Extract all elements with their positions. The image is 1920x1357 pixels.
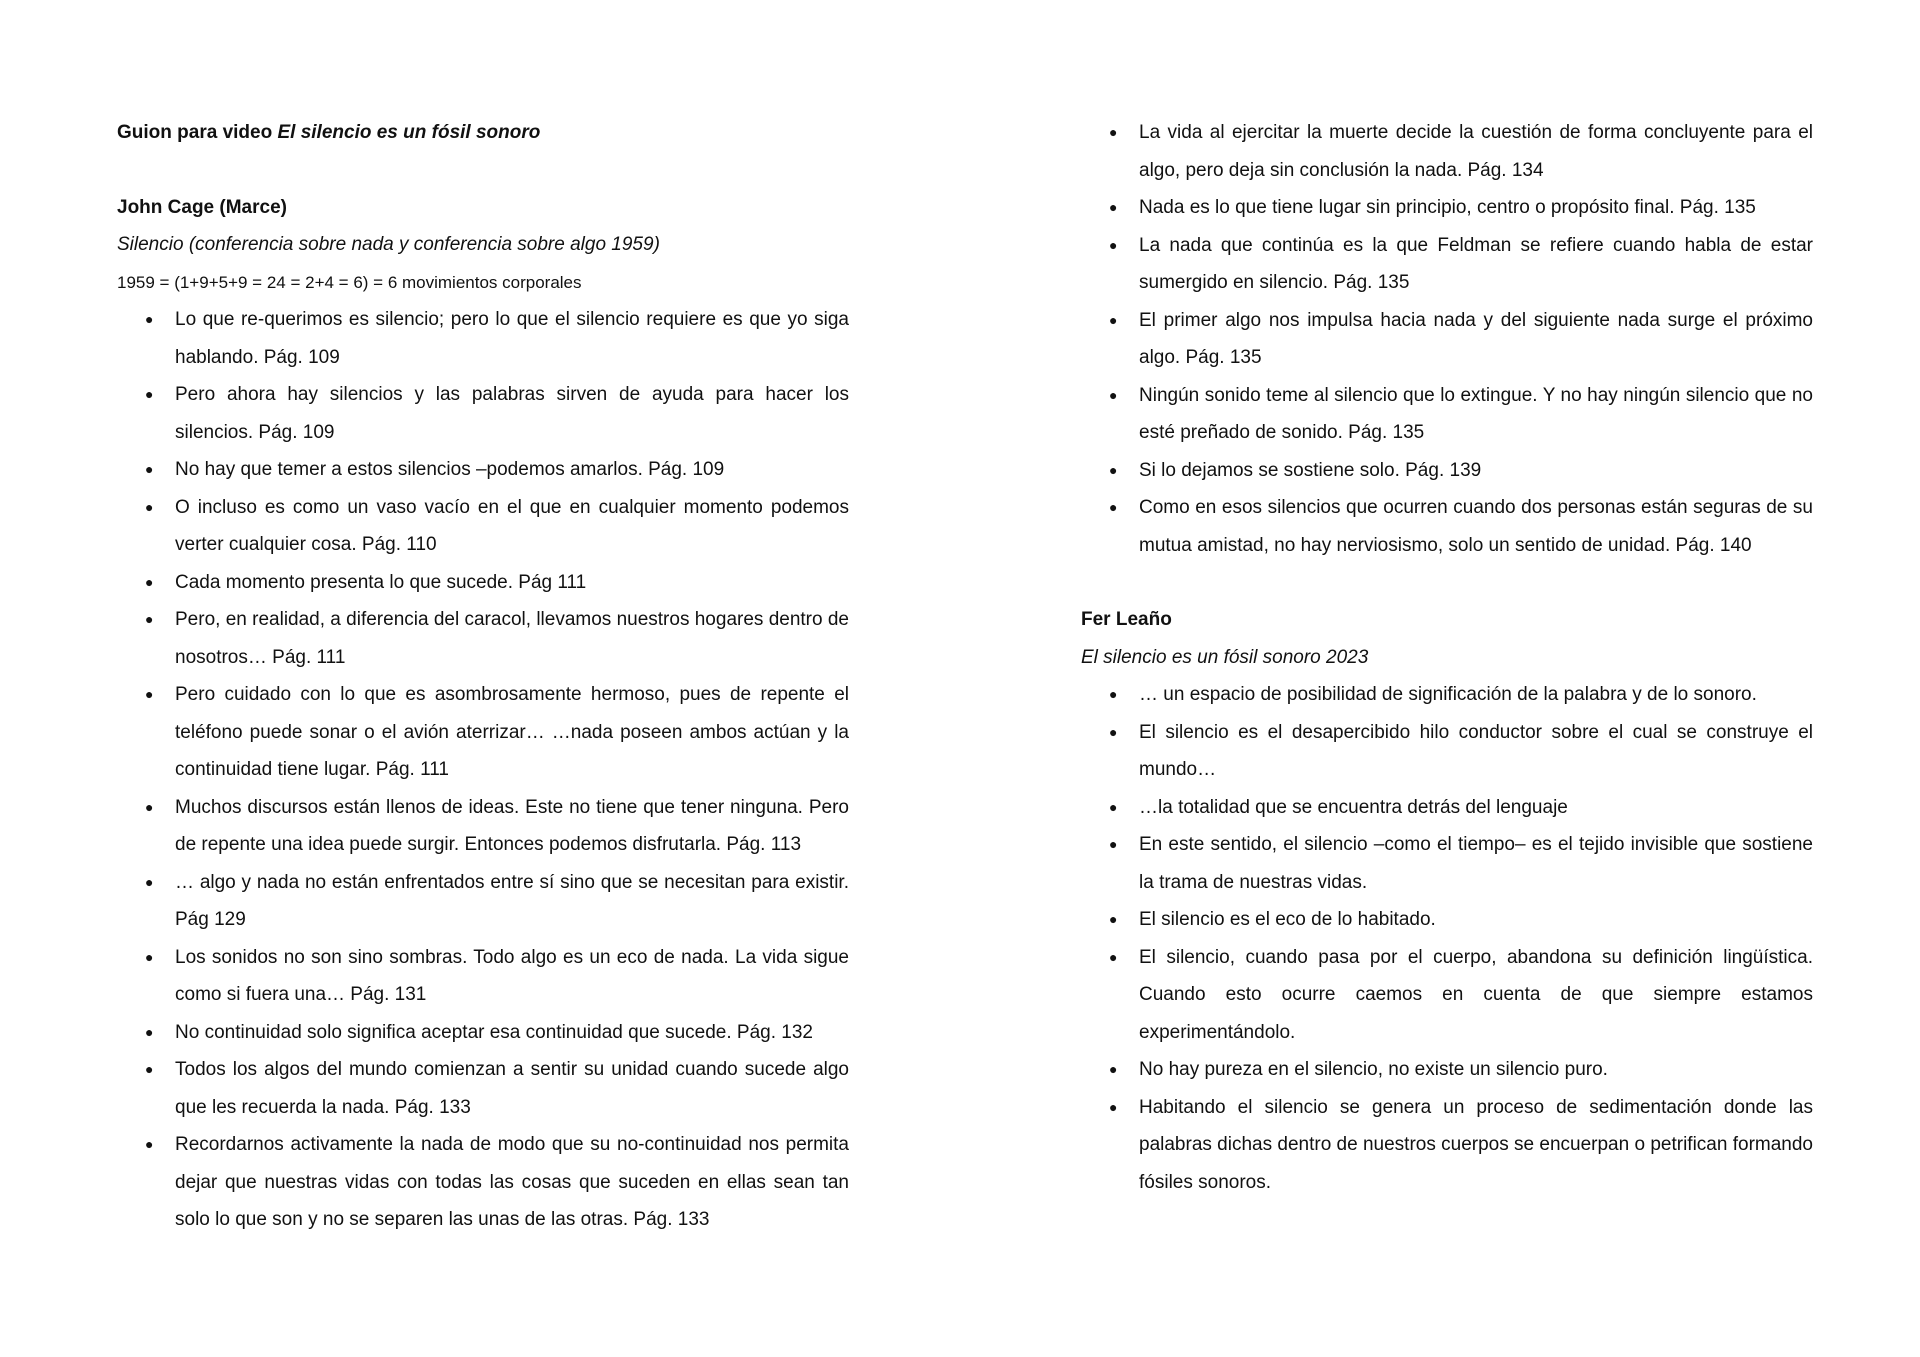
leano-quote-list — [1081, 676, 1813, 1201]
quote-item: ● Si lo dejamos se sostiene solo. Pág. 139 — [1081, 452, 1813, 490]
quote-item: ● Recordarnos activamente la nada de modo que su no-continuidad nos permita dejar que nuestras vidas con todas las cosas que suceden en ellas sean tan solo lo que son y no se separen las unas de las otras. Pág. 133 — [117, 1126, 849, 1239]
quote-item: ● No hay que temer a estos silencios –podemos amarlos. Pág. 109 — [117, 451, 849, 489]
quote-item: ● El silencio es el desapercibido hilo conductor sobre el cual se construye el mundo… — [1081, 714, 1813, 789]
work-title: El silencio es un fósil sonoro 2023 — [1081, 646, 1369, 668]
quote-item: ● No hay pureza en el silencio, no existe un silencio puro. — [1081, 1051, 1813, 1089]
quote-item: ● El silencio es el eco de lo habitado. — [1081, 901, 1813, 939]
title-work: El silencio es un fósil sonoro — [277, 122, 541, 143]
right-column — [1081, 114, 1813, 1201]
quote-item: ● El silencio, cuando pasa por el cuerpo, abandona su definición lingüística. Cuando esto ocurre caemos en cuenta de que siempre estamos experimentándolo. — [1081, 939, 1813, 1052]
author-heading: John Cage (Marce) — [117, 196, 287, 218]
quote-item: ● Pero cuidado con lo que es asombrosamente hermoso, pues de repente el teléfono puede sonar o el avión aterrizar… …nada poseen ambos actúan y la continuidad tiene lugar. Pág. 111 — [117, 676, 849, 789]
quote-item: ● Pero, en realidad, a diferencia del caracol, llevamos nuestros hogares dentro de nosotros… Pág. 111 — [117, 601, 849, 676]
numerology-note: 1959 = (1+9+5+9 = 24 = 2+4 = 6) = 6 movimientos corporales — [117, 272, 582, 292]
quote-item: ● Muchos discursos están llenos de ideas. Este no tiene que tener ninguna. Pero de repente una idea puede surgir. Entonces podemos disfrutarla. Pág. 113 — [117, 789, 849, 864]
title-prefix: Guion para video — [117, 122, 273, 143]
quote-item: ● Nada es lo que tiene lugar sin principio, centro o propósito final. Pág. 135 — [1081, 189, 1813, 227]
quote-item: ● La vida al ejercitar la muerte decide la cuestión de forma concluyente para el algo, pero deja sin conclusión la nada. Pág. 134 — [1081, 114, 1813, 189]
quote-item: ● Ningún sonido teme al silencio que lo extingue. Y no hay ningún silencio que no esté preñado de sonido. Pág. 135 — [1081, 377, 1813, 452]
quote-item: ● En este sentido, el silencio –como el tiempo– es el tejido invisible que sostiene la trama de nuestras vidas. — [1081, 826, 1813, 901]
quote-item: ● Todos los algos del mundo comienzan a sentir su unidad cuando sucede algo que les recuerda la nada. Pág. 133 — [117, 1051, 849, 1126]
quote-item: ● … algo y nada no están enfrentados entre sí sino que se necesitan para existir. Pág 129 — [117, 864, 849, 939]
quote-item: ● Como en esos silencios que ocurren cuando dos personas están seguras de su mutua amistad, no hay nerviosismo, solo un sentido de unidad. Pág. 140 — [1081, 489, 1813, 564]
work-title: Silencio (conferencia sobre nada y conferencia sobre algo 1959) — [117, 234, 660, 255]
quote-item: ● No continuidad solo significa aceptar esa continuidad que sucede. Pág. 132 — [117, 1014, 849, 1052]
quote-item: ● Habitando el silencio se genera un proceso de sedimentación donde las palabras dichas dentro de nuestros cuerpos se encuerpan o petrifican formando fósiles sonoros. — [1081, 1089, 1813, 1202]
cage-quote-list — [117, 301, 849, 1239]
quote-item: ● O incluso es como un vaso vacío en el que en cualquier momento podemos verter cualquier cosa. Pág. 110 — [117, 489, 849, 564]
quote-item: ● Pero ahora hay silencios y las palabras sirven de ayuda para hacer los silencios. Pág. 109 — [117, 376, 849, 451]
quote-item: ● Cada momento presenta lo que sucede. Pág 111 — [117, 564, 849, 602]
author-heading: Fer Leaño — [1081, 609, 1172, 630]
cage-quote-list-continued — [1081, 114, 1813, 564]
left-column — [117, 114, 849, 1239]
quote-item: ● Los sonidos no son sino sombras. Todo algo es un eco de nada. La vida sigue como si fuera una… Pág. 131 — [117, 939, 849, 1014]
quote-item: ● …la totalidad que se encuentra detrás del lenguaje — [1081, 789, 1813, 827]
quote-item: ● La nada que continúa es la que Feldman se refiere cuando habla de estar sumergido en silencio. Pág. 135 — [1081, 227, 1813, 302]
quote-item: ● Lo que re-querimos es silencio; pero lo que el silencio requiere es que yo siga hablando. Pág. 109 — [117, 301, 849, 376]
document-title — [117, 114, 849, 152]
quote-item: ● … un espacio de posibilidad de significación de la palabra y de lo sonoro. — [1081, 676, 1813, 714]
quote-item: ● El primer algo nos impulsa hacia nada y del siguiente nada surge el próximo algo. Pág. 135 — [1081, 302, 1813, 377]
